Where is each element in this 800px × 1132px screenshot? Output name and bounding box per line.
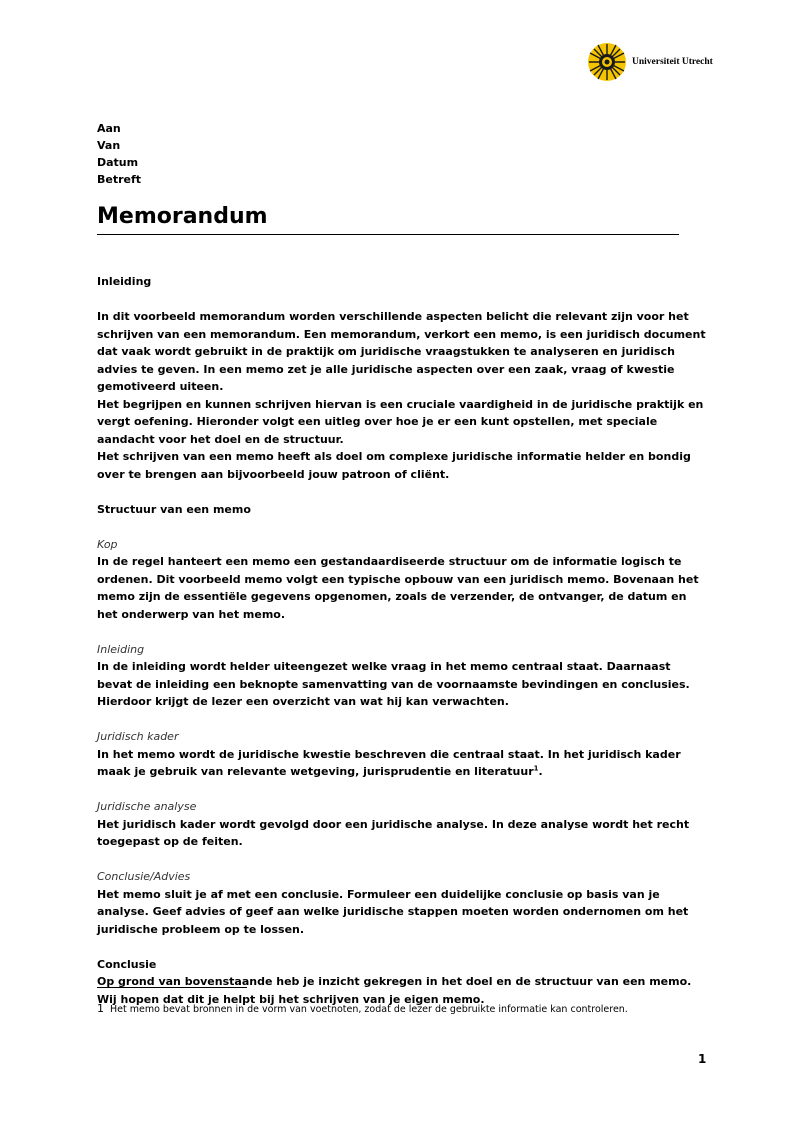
memo-body [97, 273, 709, 1008]
juridische-analyse-subheading: Juridische analyse [97, 800, 197, 813]
university-logo [587, 42, 713, 82]
kader-text: In het memo wordt de juridische kwestie beschreven die centraal staat. In het juridisch kader maak je gebruik van relevante wetgeving, jurisprudentie en literatuur [97, 747, 681, 778]
memo-header [97, 120, 141, 188]
sun-seal-icon [587, 42, 627, 82]
footnote-number: 1 [97, 1002, 104, 1015]
inleiding-heading: Inleiding [97, 275, 152, 288]
footnote [97, 1002, 628, 1015]
header-betreft: Betreft [97, 173, 142, 186]
page-number: 1 [698, 1052, 707, 1066]
inleiding-paragraph-1: In dit voorbeeld memorandum worden verschillende aspecten belicht die relevant zijn voor het schrijven van een memorandum. Een memorandum, verkort een memo, is een juridisch document dat vaak wordt gebruikt in de praktijk om juridische vraagstukken te analyseren en juridisch advies te geven. In een memo zet je alle juridische aspecten over een zaak, vraag of kwestie gemotiveerd uiteen. [97, 310, 706, 393]
footnote-reference[interactable]: 1 [533, 764, 539, 773]
header-van: Van [97, 139, 121, 152]
header-datum: Datum [97, 156, 139, 169]
conclusie-advies-paragraph: Het memo sluit je af met een conclusie. Formuleer een duidelijke conclusie op basis van je analyse. Geef advies of geef aan welke juridische stappen moeten worden ondernomen om het juridische probleem op te lossen. [97, 887, 689, 936]
inleiding-subheading: Inleiding [97, 642, 145, 656]
conclusie-heading: Conclusie [97, 957, 157, 971]
juridisch-kader-subheading: Juridisch kader [97, 730, 179, 743]
kader-end: . [538, 765, 543, 778]
conclusie-paragraph: Op grond van bovenstaande heb je inzicht gekregen in het doel en de structuur van een memo. Wij hopen dat dit je helpt bij het schrijven van je eigen memo. [97, 975, 692, 1006]
conclusie-advies-subheading: Conclusie/Advies [97, 870, 191, 883]
inleiding-section-paragraph: In de inleiding wordt helder uiteengezet welke vraag in het memo centraal staat. Daarnaast bevat de inleiding een beknopte samenvatting van de voornaamste bevindingen en conclusies. Hierdoor krijgt de lezer een overzicht van wat hij kan verwachten. [97, 660, 690, 708]
footnote-text: Het memo bevat bronnen in de vorm van voetnoten, zodat de lezer de gebruikte informatie kan controleren. [110, 1004, 628, 1015]
juridisch-kader-paragraph [97, 746, 709, 781]
inleiding-paragraph-2: Het begrijpen en kunnen schrijven hiervan is een cruciale vaardigheid in de juridische praktijk en vergt oefening. Hieronder volgt een uitleg over hoe je er een kunt opstellen, met speciale aandacht voor het doel en de structuur. [97, 397, 704, 446]
kop-paragraph: In de regel hanteert een memo een gestandaardiseerde structuur om de informatie logisch te ordenen. Dit voorbeeld memo volgt een typische opbouw van een juridisch memo. Bovenaan het memo zijn de essentiële gegevens opgenomen, zoals de verzender, de ontvanger, de datum en het onderwerp van het memo. [97, 555, 699, 621]
header-aan: Aan [97, 122, 121, 135]
kop-subheading: Kop [97, 537, 118, 551]
page-title: Memorandum [97, 203, 679, 235]
juridische-analyse-paragraph: Het juridisch kader wordt gevolgd door een juridische analyse. In deze analyse wordt het recht toegepast op de feiten. [97, 817, 690, 848]
logo-text: Universiteit Utrecht [632, 57, 713, 67]
inleiding-paragraph-3: Het schrijven van een memo heeft als doel om complexe juridische informatie helder en bondig over te brengen aan bijvoorbeeld jouw patroon of cliënt. [97, 450, 691, 481]
structuur-heading: Structuur van een memo [97, 502, 251, 516]
footnote-separator [97, 987, 247, 988]
